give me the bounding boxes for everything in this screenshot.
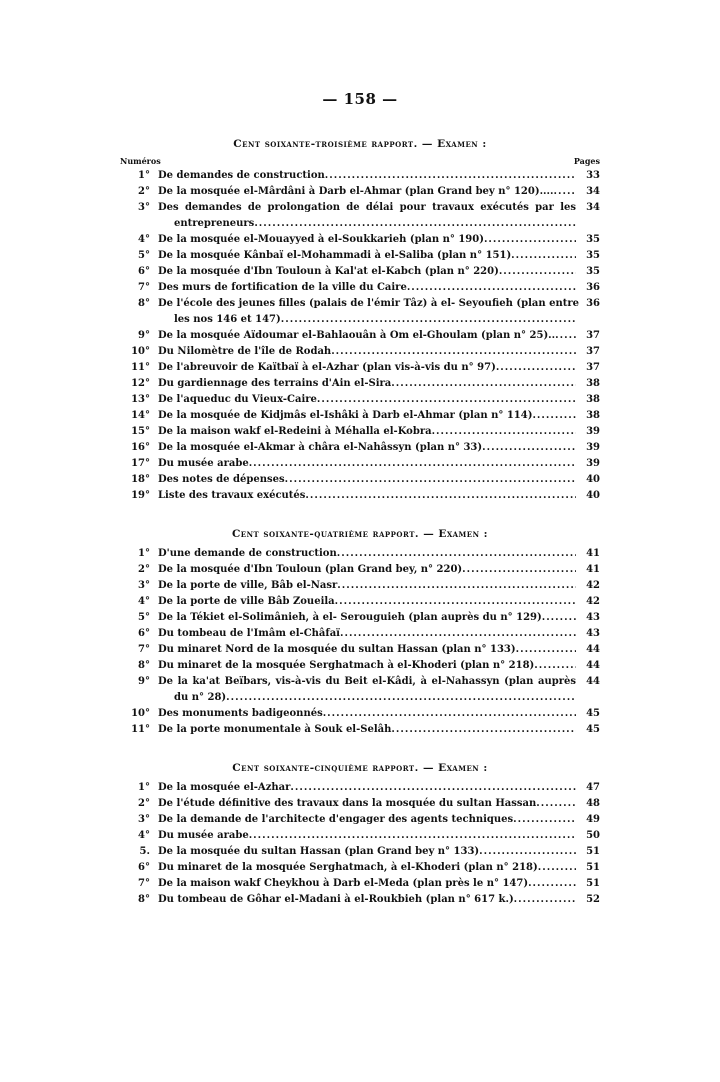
entry-title: [158, 168, 576, 184]
toc-entry: [120, 344, 600, 360]
leader-dots: [482, 440, 576, 456]
entry-page: 45: [586, 708, 600, 719]
toc-entry: [120, 200, 600, 232]
entry-page: 36: [586, 298, 600, 309]
entry-number: 8°: [138, 298, 150, 309]
entry-number: 7°: [138, 644, 150, 655]
entry-number: 18°: [131, 474, 150, 485]
entry-title-text: De l'aqueduc du Vieux-Caire: [158, 394, 317, 405]
entry-number: 9°: [138, 676, 150, 687]
entry-title: [158, 876, 576, 892]
toc-entry: [120, 424, 600, 440]
entry-title-text: De la porte monumentale à Souk el-Selâh: [158, 724, 392, 735]
entry-number: 3°: [138, 202, 150, 213]
entry-number: 7°: [138, 878, 150, 889]
entry-title-line1: De l'école des jeunes filles (palais de l'émir Tâz) à el- Seyoufieh (plan entre: [158, 298, 579, 309]
entry-title: [158, 392, 576, 408]
entry-title: [158, 200, 576, 232]
entry-title-text: Des notes de dépenses: [158, 474, 285, 485]
leader-dots: [554, 184, 577, 200]
section-165: [120, 762, 600, 908]
entry-list: [120, 546, 600, 738]
leader-dots: [536, 796, 576, 812]
toc-entry: [120, 578, 600, 594]
entry-page: 42: [586, 596, 600, 607]
entry-title: [158, 232, 576, 248]
entry-number: 1°: [138, 782, 150, 793]
entry-number: 12°: [131, 378, 150, 389]
entry-title: [158, 546, 576, 562]
entry-title: [158, 360, 576, 376]
entry-page: 34: [586, 186, 600, 197]
entry-page: 38: [586, 378, 600, 389]
entry-title: [158, 674, 576, 706]
entry-title: [158, 456, 576, 472]
leader-dots: [249, 828, 576, 844]
entry-title-text: Liste des travaux exécutés: [158, 490, 306, 501]
toc-entry: [120, 360, 600, 376]
entry-page: 40: [586, 474, 600, 485]
entry-title: [158, 722, 576, 738]
leader-dots: [538, 860, 576, 876]
entry-number: 10°: [131, 708, 150, 719]
column-header-numeros: Numéros: [120, 156, 161, 166]
entry-page: 41: [586, 564, 600, 575]
leader-dots: [249, 456, 576, 472]
entry-title-text: De la mosquée el-Akmar à châra el-Nahâssyn (plan n° 33): [158, 442, 483, 453]
entry-title: [158, 408, 576, 424]
entry-number: 19°: [131, 490, 150, 501]
entry-title-text: Du minaret Nord de la mosquée du sultan Hassan (plan n° 133): [158, 644, 516, 655]
entry-page: 40: [586, 490, 600, 501]
entry-title-text: Du tombeau de Gôhar el-Madani à el-Roukbieh (plan n° 617 k.): [158, 894, 514, 905]
entry-page: 49: [586, 814, 600, 825]
entry-list: [120, 168, 600, 504]
entry-title: [158, 860, 576, 876]
leader-dots: [281, 312, 576, 328]
entry-title: [158, 248, 576, 264]
entry-title-line1: De la ka'at Beïbars, vis-à-vis du Beit el-Kâdi, à el-Nahassyn (plan auprès: [158, 676, 576, 687]
leader-dots: [340, 626, 576, 642]
entry-number: 17°: [131, 458, 150, 469]
entry-title-text: D'une demande de construction: [158, 548, 337, 559]
leader-dots: [528, 876, 576, 892]
entry-title-text: De la mosquée d'Ibn Touloun (plan Grand bey, n° 220): [158, 564, 463, 575]
entry-page: 43: [586, 612, 600, 623]
leader-dots: [534, 658, 576, 674]
entry-number: 5°: [138, 612, 150, 623]
entry-number: 4°: [138, 830, 150, 841]
entry-title-text: entrepreneurs: [174, 218, 255, 229]
entry-title: [158, 892, 576, 908]
toc-entry: [120, 594, 600, 610]
entry-page: 37: [586, 362, 600, 373]
entry-page: 42: [586, 580, 600, 591]
section-heading: Cent soixante-quatrième rapport. — Examen :: [231, 528, 489, 540]
leader-dots: [337, 546, 576, 562]
toc-entry: [120, 184, 600, 200]
entry-page: 44: [586, 644, 600, 655]
entry-title: [158, 328, 576, 344]
toc-entry: [120, 892, 600, 908]
entry-number: 2°: [138, 798, 150, 809]
leader-dots: [514, 892, 576, 908]
toc-entry: [120, 328, 600, 344]
column-headers: [120, 156, 600, 166]
toc-entry: [120, 562, 600, 578]
entry-page: 37: [586, 346, 600, 357]
page-number: — 158 —: [322, 90, 398, 108]
entry-page: 38: [586, 410, 600, 421]
entry-title: [158, 488, 576, 504]
entry-title: [158, 780, 576, 796]
section-163: [120, 138, 600, 504]
entry-title-text: De l'abreuvoir de Kaïtbaï à el-Azhar (plan vis-à-vis du n° 97): [158, 362, 496, 373]
entry-title: [158, 424, 576, 440]
entry-page: 43: [586, 628, 600, 639]
toc-entry: [120, 280, 600, 296]
toc-entry: [120, 674, 600, 706]
leader-dots: [337, 578, 576, 594]
entry-title-text: Du tombeau de l'Imâm el-Châfaï: [158, 628, 340, 639]
entry-title-text: Du Nilomètre de l'île de Rodah: [158, 346, 332, 357]
entry-title: [158, 296, 579, 328]
entry-number: 11°: [131, 362, 150, 373]
toc-entry: [120, 440, 600, 456]
entry-title-text: les nos 146 et 147): [174, 314, 281, 325]
entry-page: 51: [586, 878, 600, 889]
entry-title: [158, 706, 576, 722]
entry-number: 4°: [138, 234, 150, 245]
toc-entry: [120, 408, 600, 424]
entry-number: 13°: [131, 394, 150, 405]
entry-number: 7°: [138, 282, 150, 293]
entry-number: 9°: [138, 330, 150, 341]
entry-page: 36: [586, 282, 600, 293]
entry-number: 4°: [138, 596, 150, 607]
entry-title-text: De la mosquée el-Azhar: [158, 782, 291, 793]
leader-dots: [511, 248, 576, 264]
entry-title-text: De la demande de l'architecte d'engager des agents techniques: [158, 814, 514, 825]
leader-dots: [516, 642, 576, 658]
entry-page: 51: [586, 846, 600, 857]
entry-title-text: Du minaret de la mosquée Serghatmach, à el-Khoderi (plan n° 218): [158, 862, 538, 873]
entry-number: 14°: [131, 410, 150, 421]
entry-title: [158, 796, 576, 812]
entry-title: [158, 562, 576, 578]
column-header-pages: Pages: [573, 156, 600, 166]
leader-dots: [391, 376, 576, 392]
entry-title: [158, 344, 576, 360]
toc-entry: [120, 376, 600, 392]
leader-dots: [290, 780, 576, 796]
entry-title: [158, 594, 576, 610]
entry-title: [158, 184, 576, 200]
entry-number: 11°: [131, 724, 150, 735]
toc-entry: [120, 168, 600, 184]
entry-title-text: De la mosquée du sultan Hassan (plan Grand bey n° 133): [158, 846, 480, 857]
leader-dots: [254, 216, 576, 232]
entry-page: 35: [586, 266, 600, 277]
entry-title-text: De la mosquée el-Mouayyed à el-Soukkarieh (plan n° 190): [158, 234, 484, 245]
toc-entry: [120, 232, 600, 248]
toc-entry: [120, 488, 600, 504]
leader-dots: [513, 812, 576, 828]
entry-title-text: Du minaret de la mosquée Serghatmach à el-Khoderi (plan n° 218): [158, 660, 535, 671]
entry-page: 47: [586, 782, 600, 793]
entry-title: [158, 658, 576, 674]
leader-dots: [285, 472, 576, 488]
toc-entry: [120, 796, 600, 812]
entry-title-text: Du gardiennage des terrains d'Ain el-Sira: [158, 378, 392, 389]
leader-dots: [542, 610, 576, 626]
section-heading: Cent soixante-troisième rapport. — Examen :: [233, 138, 487, 150]
toc-entry: [120, 844, 600, 860]
toc-entry: [120, 876, 600, 892]
entry-page: 39: [586, 426, 600, 437]
leader-dots: [335, 594, 576, 610]
entry-title-text: De la mosquée Aïdoumar el-Bahlaouân à Om el-Ghoulam (plan n° 25)..: [158, 330, 556, 341]
entry-number: 5°: [138, 250, 150, 261]
toc-entry: [120, 780, 600, 796]
entry-number: 5.: [139, 846, 150, 857]
entry-page: 38: [586, 394, 600, 405]
entry-title: [158, 472, 576, 488]
entry-number: 6°: [138, 862, 150, 873]
leader-dots: [479, 844, 576, 860]
entry-page: 33: [586, 170, 600, 181]
leader-dots: [391, 722, 576, 738]
toc-entry: [120, 626, 600, 642]
entry-title-text: De la mosquée de Kidjmâs el-Ishâki à Darb el-Ahmar (plan n° 114): [158, 410, 533, 421]
entry-title-text: Du musée arabe: [158, 458, 249, 469]
entry-title-text: De la porte de ville Bâb Zoueila: [158, 596, 335, 607]
toc-entry: [120, 546, 600, 562]
toc-entry: [120, 264, 600, 280]
entry-number: 8°: [138, 894, 150, 905]
entry-page: 39: [586, 442, 600, 453]
entry-number: 2°: [138, 186, 150, 197]
entry-page: 52: [586, 894, 600, 905]
leader-dots: [499, 264, 576, 280]
entry-number: 3°: [138, 580, 150, 591]
leader-dots: [432, 424, 576, 440]
entry-title-text: De la Tékiet el-Solimânieh, à el- Serouguieh (plan auprès du n° 129): [158, 612, 542, 623]
entry-title: [158, 812, 576, 828]
leader-dots: [325, 168, 576, 184]
leader-dots: [496, 360, 576, 376]
leader-dots: [462, 562, 576, 578]
entry-number: 16°: [131, 442, 150, 453]
toc-entry: [120, 658, 600, 674]
toc-entry: [120, 642, 600, 658]
toc-entry: [120, 706, 600, 722]
toc-entry: [120, 392, 600, 408]
entry-number: 2°: [138, 564, 150, 575]
entry-title-text: du n° 28): [174, 692, 227, 703]
entry-page: 41: [586, 548, 600, 559]
entry-title: [158, 642, 576, 658]
toc-entry: [120, 722, 600, 738]
entry-page: 37: [586, 330, 600, 341]
entry-page: 44: [586, 676, 600, 687]
entry-title: [158, 376, 576, 392]
leader-dots: [555, 328, 576, 344]
toc-entry: [120, 456, 600, 472]
toc-entry: [120, 248, 600, 264]
entry-title: [158, 610, 576, 626]
section-164: [120, 528, 600, 738]
entry-number: 6°: [138, 266, 150, 277]
entry-page: 44: [586, 660, 600, 671]
leader-dots: [226, 690, 576, 706]
leader-dots: [484, 232, 576, 248]
entry-title-text: De la mosquée Kânbaï el-Mohammadi à el-Saliba (plan n° 151): [158, 250, 512, 261]
toc-entry: [120, 610, 600, 626]
entry-title: [158, 264, 576, 280]
toc-entry: [120, 812, 600, 828]
toc-entry: [120, 296, 600, 328]
entry-page: 35: [586, 250, 600, 261]
leader-dots: [317, 392, 576, 408]
leader-dots: [532, 408, 576, 424]
entry-title: [158, 844, 576, 860]
entry-page: 34: [586, 202, 600, 213]
entry-list: [120, 780, 600, 908]
entry-number: 6°: [138, 628, 150, 639]
entry-title-text: De l'étude définitive des travaux dans la mosquée du sultan Hassan: [158, 798, 537, 809]
entry-number: 8°: [138, 660, 150, 671]
entry-title-text: De la maison wakf Cheykhou à Darb el-Meda (plan près le n° 147): [158, 878, 529, 889]
entry-number: 1°: [138, 548, 150, 559]
entry-number: 10°: [131, 346, 150, 357]
entry-title-text: De la mosquée d'Ibn Touloun à Kal'at el-Kabch (plan n° 220): [158, 266, 499, 277]
entry-title-text: Du musée arabe: [158, 830, 249, 841]
toc-entry: [120, 472, 600, 488]
leader-dots: [407, 280, 576, 296]
section-heading: Cent soixante-cinquième rapport. — Examen :: [232, 762, 488, 774]
entry-page: 35: [586, 234, 600, 245]
entry-page: 48: [586, 798, 600, 809]
entry-title-text: Des murs de fortification de la ville du Caire: [158, 282, 407, 293]
entry-title-text: De la mosquée el-Mârdâni à Darb el-Ahmar (plan Grand bey n° 120)....: [158, 186, 554, 197]
entry-page: 39: [586, 458, 600, 469]
entry-title-text: De la maison wakf el-Redeini à Méhalla el-Kobra: [158, 426, 432, 437]
leader-dots: [331, 344, 576, 360]
entry-number: 1°: [138, 170, 150, 181]
entry-title-text: Des monuments badigeonnés: [158, 708, 323, 719]
entry-title-line1: Des demandes de prolongation de délai pour travaux exécutés par les: [158, 202, 576, 213]
toc-entry: [120, 828, 600, 844]
entry-title: [158, 828, 576, 844]
entry-title-text: De demandes de construction: [158, 170, 325, 181]
leader-dots: [305, 488, 576, 504]
entry-number: 15°: [131, 426, 150, 437]
entry-page: 51: [586, 862, 600, 873]
entry-number: 3°: [138, 814, 150, 825]
entry-title: [158, 626, 576, 642]
entry-title: [158, 578, 576, 594]
entry-title: [158, 280, 576, 296]
entry-page: 50: [586, 830, 600, 841]
entry-title-text: De la porte de ville, Bâb el-Nasr: [158, 580, 338, 591]
entry-page: 45: [586, 724, 600, 735]
entry-title: [158, 440, 576, 456]
toc-entry: [120, 860, 600, 876]
leader-dots: [323, 706, 576, 722]
